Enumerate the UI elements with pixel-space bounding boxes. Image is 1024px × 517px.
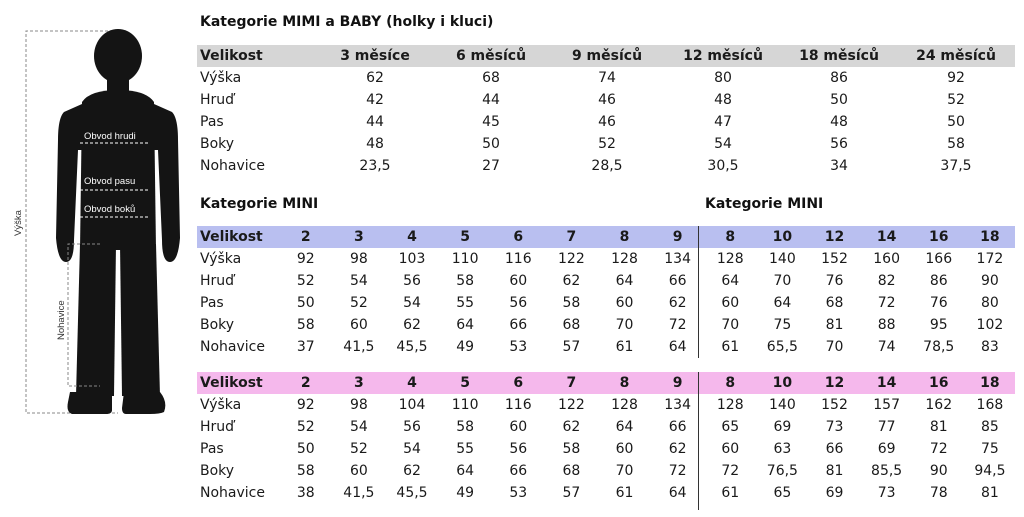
value-cell: 58 xyxy=(296,317,315,333)
value-cell: 61 xyxy=(615,485,634,501)
value-cell: 80 xyxy=(980,295,999,311)
value-cell: 76 xyxy=(825,273,844,289)
value-cell: 92 xyxy=(296,397,315,413)
size-header-cell: 9 xyxy=(672,375,683,391)
value-cell: 98 xyxy=(349,251,368,267)
size-header-cell: 4 xyxy=(407,229,417,245)
value-cell: 75 xyxy=(980,441,999,457)
value-cell: 52 xyxy=(296,273,315,289)
row-label: Boky xyxy=(200,463,235,479)
value-cell: 66 xyxy=(668,273,687,289)
size-header-cell: 16 xyxy=(929,229,949,245)
value-cell: 62 xyxy=(403,317,421,333)
value-cell: 56 xyxy=(830,136,848,152)
value-cell: 86 xyxy=(929,273,948,289)
value-cell: 70 xyxy=(825,339,844,355)
value-cell: 102 xyxy=(976,317,1004,333)
mini-boys-divider xyxy=(698,226,699,358)
value-cell: 60 xyxy=(615,441,634,457)
value-cell: 90 xyxy=(929,463,948,479)
value-cell: 104 xyxy=(398,397,426,413)
size-header-cell: 9 xyxy=(672,229,683,245)
value-cell: 68 xyxy=(825,295,844,311)
value-cell: 68 xyxy=(482,70,500,86)
value-cell: 70 xyxy=(615,317,634,333)
value-cell: 166 xyxy=(925,251,953,267)
row-label: Pas xyxy=(200,114,224,130)
value-cell: 58 xyxy=(947,136,965,152)
value-cell: 37 xyxy=(296,339,315,355)
value-cell: 162 xyxy=(925,397,953,413)
table-row xyxy=(197,314,1015,336)
value-cell: 128 xyxy=(716,251,744,267)
value-cell: 52 xyxy=(349,441,368,457)
value-cell: 134 xyxy=(664,397,691,413)
value-cell: 58 xyxy=(296,463,315,479)
value-cell: 92 xyxy=(296,251,315,267)
value-cell: 65 xyxy=(721,419,740,435)
value-cell: 53 xyxy=(509,485,528,501)
value-cell: 95 xyxy=(929,317,948,333)
value-cell: 61 xyxy=(721,485,740,501)
size-header-cell: 12 měsíců xyxy=(683,48,763,64)
hips-label: Obvod boků xyxy=(84,204,136,215)
size-header-cell: 8 xyxy=(725,375,736,391)
value-cell: 168 xyxy=(976,397,1004,413)
table-header-row xyxy=(197,226,1015,248)
value-cell: 56 xyxy=(509,441,528,457)
value-cell: 50 xyxy=(947,114,965,130)
baby-size-table xyxy=(197,45,1015,177)
size-header-cell: 2 xyxy=(300,375,311,391)
mini-girls-divider xyxy=(698,372,699,510)
value-cell: 54 xyxy=(403,295,421,311)
size-header-cell: 5 xyxy=(460,375,470,391)
value-cell: 110 xyxy=(451,251,479,267)
value-cell: 52 xyxy=(296,419,315,435)
table-row xyxy=(197,248,1015,270)
value-cell: 45,5 xyxy=(396,339,428,355)
size-header-cell: 12 xyxy=(824,375,845,391)
value-cell: 70 xyxy=(615,463,634,479)
size-header-cell: 4 xyxy=(407,375,417,391)
size-header-cell: 18 xyxy=(980,229,1000,245)
value-cell: 54 xyxy=(714,136,732,152)
value-cell: 140 xyxy=(769,251,796,267)
table-header-row xyxy=(197,45,1015,67)
row-label: Nohavice xyxy=(200,158,265,174)
value-cell: 62 xyxy=(668,441,687,457)
header-label: Velikost xyxy=(200,48,263,64)
height-label: Výška xyxy=(13,210,24,236)
value-cell: 78 xyxy=(929,485,948,501)
value-cell: 103 xyxy=(398,251,426,267)
value-cell: 70 xyxy=(721,317,740,333)
row-label: Výška xyxy=(200,397,242,413)
value-cell: 72 xyxy=(668,317,687,333)
value-cell: 30,5 xyxy=(707,158,739,174)
row-label: Nohavice xyxy=(200,339,265,355)
value-cell: 81 xyxy=(825,317,844,333)
chest-label: Obvod hrudi xyxy=(84,131,136,142)
value-cell: 116 xyxy=(504,397,532,413)
row-label: Hruď xyxy=(200,273,235,289)
header-label: Velikost xyxy=(200,229,263,245)
value-cell: 128 xyxy=(611,251,638,267)
value-cell: 72 xyxy=(929,441,948,457)
value-cell: 75 xyxy=(773,317,792,333)
value-cell: 58 xyxy=(456,273,475,289)
value-cell: 80 xyxy=(714,70,732,86)
value-cell: 60 xyxy=(721,441,740,457)
value-cell: 157 xyxy=(873,397,900,413)
value-cell: 60 xyxy=(509,419,528,435)
size-header-cell: 14 xyxy=(876,375,897,391)
row-label: Boky xyxy=(200,317,235,333)
value-cell: 63 xyxy=(773,441,792,457)
value-cell: 86 xyxy=(830,70,848,86)
value-cell: 122 xyxy=(558,251,585,267)
table-row xyxy=(197,270,1015,292)
size-header-cell: 3 xyxy=(354,229,364,245)
size-header-cell: 16 xyxy=(929,375,949,391)
value-cell: 28,5 xyxy=(591,158,623,174)
mini-left-title: Kategorie MINI xyxy=(200,196,319,212)
silhouette-icon xyxy=(56,29,180,414)
value-cell: 82 xyxy=(877,273,896,289)
value-cell: 37,5 xyxy=(940,158,972,174)
value-cell: 46 xyxy=(598,114,616,130)
value-cell: 66 xyxy=(825,441,844,457)
size-header-cell: 3 xyxy=(354,375,364,391)
value-cell: 49 xyxy=(456,485,475,501)
size-header-cell: 6 měsíců xyxy=(455,48,527,64)
size-header-cell: 8 xyxy=(725,229,736,245)
value-cell: 46 xyxy=(598,92,616,108)
value-cell: 70 xyxy=(773,273,792,289)
size-header-cell: 2 xyxy=(300,229,311,245)
table-row xyxy=(197,133,1015,155)
value-cell: 61 xyxy=(721,339,740,355)
size-header-cell: 7 xyxy=(566,375,577,391)
value-cell: 41,5 xyxy=(343,339,375,355)
value-cell: 62 xyxy=(668,295,687,311)
value-cell: 60 xyxy=(509,273,528,289)
header-label: Velikost xyxy=(200,375,263,391)
value-cell: 74 xyxy=(877,339,896,355)
value-cell: 128 xyxy=(611,397,638,413)
value-cell: 54 xyxy=(349,273,368,289)
value-cell: 62 xyxy=(403,463,421,479)
table-row xyxy=(197,89,1015,111)
size-header-cell: 9 měsíců xyxy=(571,48,643,64)
value-cell: 64 xyxy=(773,295,792,311)
size-header-cell: 14 xyxy=(876,229,897,245)
mini-boys-size-table xyxy=(197,226,1015,358)
value-cell: 50 xyxy=(830,92,848,108)
value-cell: 64 xyxy=(668,339,687,355)
value-cell: 50 xyxy=(482,136,500,152)
value-cell: 57 xyxy=(562,339,581,355)
size-header-cell: 18 xyxy=(980,375,1000,391)
size-header-cell: 18 měsíců xyxy=(799,48,879,64)
value-cell: 52 xyxy=(598,136,616,152)
value-cell: 55 xyxy=(456,295,475,311)
value-cell: 58 xyxy=(562,441,581,457)
size-header-cell: 12 xyxy=(824,229,845,245)
table-row xyxy=(197,482,1015,504)
value-cell: 55 xyxy=(456,441,475,457)
value-cell: 73 xyxy=(877,485,896,501)
value-cell: 116 xyxy=(504,251,532,267)
value-cell: 45 xyxy=(482,114,500,130)
value-cell: 48 xyxy=(366,136,384,152)
value-cell: 60 xyxy=(349,317,368,333)
row-label: Nohavice xyxy=(200,485,265,501)
size-header-cell: 8 xyxy=(619,229,630,245)
value-cell: 41,5 xyxy=(343,485,375,501)
value-cell: 49 xyxy=(456,339,475,355)
value-cell: 50 xyxy=(296,295,315,311)
value-cell: 172 xyxy=(976,251,1004,267)
value-cell: 152 xyxy=(821,251,848,267)
size-header-cell: 24 měsíců xyxy=(916,48,996,64)
value-cell: 88 xyxy=(877,317,896,333)
value-cell: 45,5 xyxy=(396,485,428,501)
value-cell: 65 xyxy=(773,485,792,501)
trousers-label: Nohavice xyxy=(56,300,67,340)
value-cell: 42 xyxy=(366,92,384,108)
value-cell: 73 xyxy=(825,419,844,435)
value-cell: 64 xyxy=(456,463,475,479)
value-cell: 60 xyxy=(615,295,634,311)
value-cell: 62 xyxy=(562,419,581,435)
size-header-cell: 7 xyxy=(566,229,577,245)
size-header-cell: 3 měsíce xyxy=(340,48,410,64)
value-cell: 85,5 xyxy=(871,463,903,479)
row-label: Hruď xyxy=(200,92,235,108)
size-header-cell: 10 xyxy=(772,375,793,391)
value-cell: 62 xyxy=(366,70,384,86)
value-cell: 92 xyxy=(947,70,965,86)
value-cell: 62 xyxy=(562,273,581,289)
value-cell: 90 xyxy=(980,273,999,289)
value-cell: 56 xyxy=(403,419,421,435)
row-label: Pas xyxy=(200,441,224,457)
value-cell: 44 xyxy=(366,114,384,130)
size-header-cell: 6 xyxy=(513,229,524,245)
row-label: Výška xyxy=(200,251,242,267)
value-cell: 78,5 xyxy=(923,339,955,355)
value-cell: 64 xyxy=(615,273,634,289)
size-header-cell: 6 xyxy=(513,375,524,391)
value-cell: 64 xyxy=(456,317,475,333)
value-cell: 69 xyxy=(825,485,844,501)
value-cell: 54 xyxy=(403,441,421,457)
row-label: Výška xyxy=(200,70,242,86)
value-cell: 44 xyxy=(482,92,500,108)
value-cell: 64 xyxy=(721,273,740,289)
row-label: Boky xyxy=(200,136,235,152)
value-cell: 98 xyxy=(349,397,368,413)
value-cell: 23,5 xyxy=(359,158,391,174)
value-cell: 72 xyxy=(721,463,740,479)
value-cell: 68 xyxy=(562,317,581,333)
value-cell: 54 xyxy=(349,419,368,435)
value-cell: 48 xyxy=(830,114,848,130)
value-cell: 160 xyxy=(873,251,900,267)
baby-table-title: Kategorie MIMI a BABY (holky i kluci) xyxy=(200,14,494,30)
value-cell: 66 xyxy=(668,419,687,435)
value-cell: 72 xyxy=(877,295,896,311)
value-cell: 48 xyxy=(714,92,732,108)
value-cell: 77 xyxy=(877,419,896,435)
mini-right-title: Kategorie MINI xyxy=(705,196,824,212)
table-header-row xyxy=(197,372,1015,394)
value-cell: 76 xyxy=(929,295,948,311)
value-cell: 27 xyxy=(482,158,500,174)
value-cell: 52 xyxy=(349,295,368,311)
value-cell: 72 xyxy=(668,463,687,479)
value-cell: 81 xyxy=(980,485,999,501)
table-row xyxy=(197,416,1015,438)
value-cell: 56 xyxy=(403,273,421,289)
value-cell: 110 xyxy=(451,397,479,413)
value-cell: 66 xyxy=(509,317,528,333)
value-cell: 74 xyxy=(598,70,616,86)
value-cell: 81 xyxy=(929,419,948,435)
value-cell: 85 xyxy=(980,419,999,435)
row-label: Pas xyxy=(200,295,224,311)
value-cell: 64 xyxy=(615,419,634,435)
value-cell: 66 xyxy=(509,463,528,479)
value-cell: 69 xyxy=(773,419,792,435)
value-cell: 69 xyxy=(877,441,896,457)
table-row xyxy=(197,67,1015,89)
child-silhouette-figure xyxy=(0,0,190,517)
value-cell: 52 xyxy=(947,92,965,108)
value-cell: 57 xyxy=(562,485,581,501)
value-cell: 68 xyxy=(562,463,581,479)
size-header-cell: 8 xyxy=(619,375,630,391)
value-cell: 122 xyxy=(558,397,585,413)
value-cell: 60 xyxy=(349,463,368,479)
value-cell: 50 xyxy=(296,441,315,457)
value-cell: 56 xyxy=(509,295,528,311)
table-row xyxy=(197,394,1015,416)
size-header-cell: 10 xyxy=(772,229,793,245)
table-row xyxy=(197,111,1015,133)
value-cell: 58 xyxy=(456,419,475,435)
value-cell: 83 xyxy=(980,339,999,355)
value-cell: 64 xyxy=(668,485,687,501)
value-cell: 53 xyxy=(509,339,528,355)
value-cell: 81 xyxy=(825,463,844,479)
table-row xyxy=(197,438,1015,460)
value-cell: 34 xyxy=(830,158,848,174)
table-row xyxy=(197,155,1015,177)
table-row xyxy=(197,292,1015,314)
value-cell: 61 xyxy=(615,339,634,355)
value-cell: 134 xyxy=(664,251,691,267)
value-cell: 38 xyxy=(296,485,315,501)
table-row xyxy=(197,336,1015,358)
value-cell: 47 xyxy=(714,114,732,130)
row-label: Hruď xyxy=(200,419,235,435)
value-cell: 152 xyxy=(821,397,848,413)
value-cell: 58 xyxy=(562,295,581,311)
value-cell: 76,5 xyxy=(766,463,798,479)
waist-label: Obvod pasu xyxy=(84,176,136,187)
table-row xyxy=(197,460,1015,482)
mini-girls-size-table xyxy=(197,372,1015,504)
value-cell: 140 xyxy=(769,397,796,413)
size-header-cell: 5 xyxy=(460,229,470,245)
value-cell: 65,5 xyxy=(766,339,798,355)
value-cell: 94,5 xyxy=(974,463,1006,479)
value-cell: 60 xyxy=(721,295,740,311)
value-cell: 128 xyxy=(716,397,744,413)
